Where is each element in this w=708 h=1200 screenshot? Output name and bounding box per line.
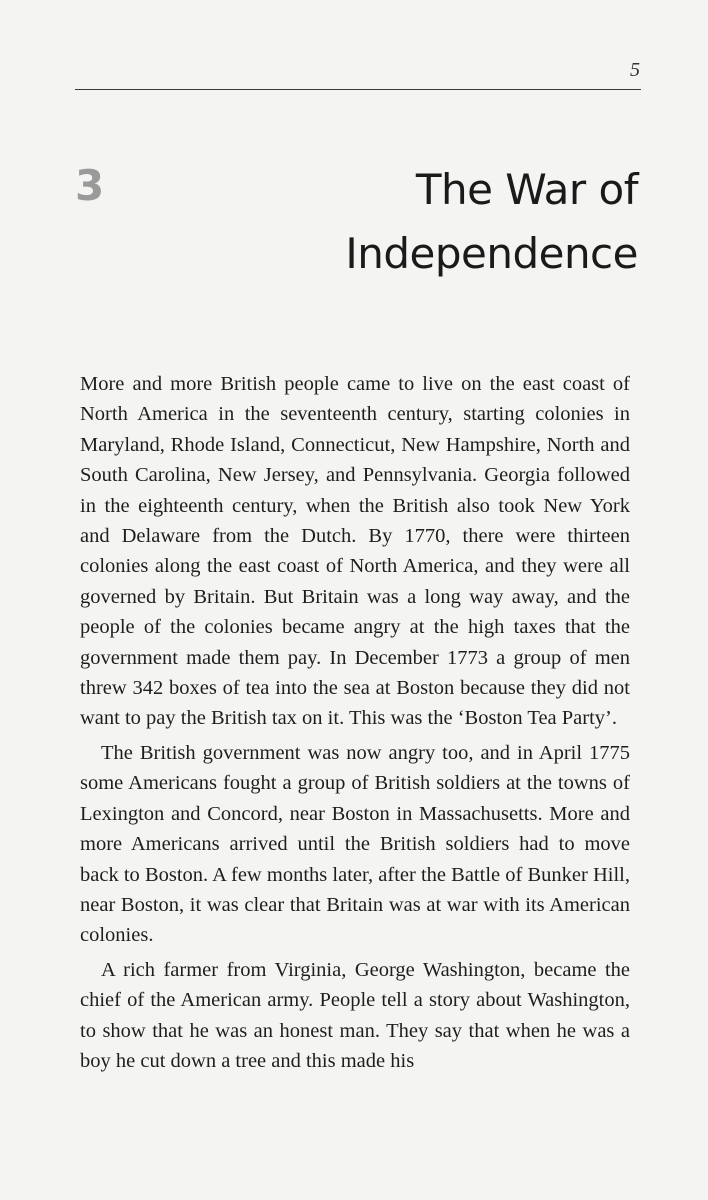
chapter-title-line-2: Independence — [345, 229, 638, 278]
chapter-number: 3 — [75, 161, 105, 210]
header-rule — [75, 89, 641, 90]
body-text — [80, 369, 630, 1076]
chapter-title-line-1: The War of — [415, 165, 638, 214]
paragraph-1: More and more British people came to live on the east coast of North America in the seventeenth century, starting colonies in Maryland, Rhode Island, Connecticut, New Hampshire, North and South Carolina, New Jersey, and Pennsylvania. Georgia followed in the eighteenth century, when the British also took New York and Delaware from the Dutch. By 1770, there were thirteen colonies along the east coast of North America, and they were all governed by Britain. But Britain was a long way away, and the people of the colonies became angry at the high taxes that the government made them pay. In December 1773 a group of men threw 342 boxes of tea into the sea at Boston because they did not want to pay the British tax on it. This was the ‘Boston Tea Party’. — [80, 373, 630, 730]
page-number: 5 — [630, 59, 640, 81]
chapter-title — [218, 158, 638, 286]
paragraph-3: A rich farmer from Virginia, George Washington, became the chief of the American army. People tell a story about Washington, to show that he was an honest man. They say that when he was a boy he cut down a tree and this made his — [80, 958, 630, 1072]
paragraph-2: The British government was now angry too, and in April 1775 some Americans fought a group of British soldiers at the towns of Lexington and Concord, near Boston in Massachusetts. More and more Americans arrived until the British soldiers had to move back to Boston. A few months later, after the Battle of Bunker Hill, near Boston, it was clear that Britain was at war with its American colonies. — [80, 741, 630, 947]
